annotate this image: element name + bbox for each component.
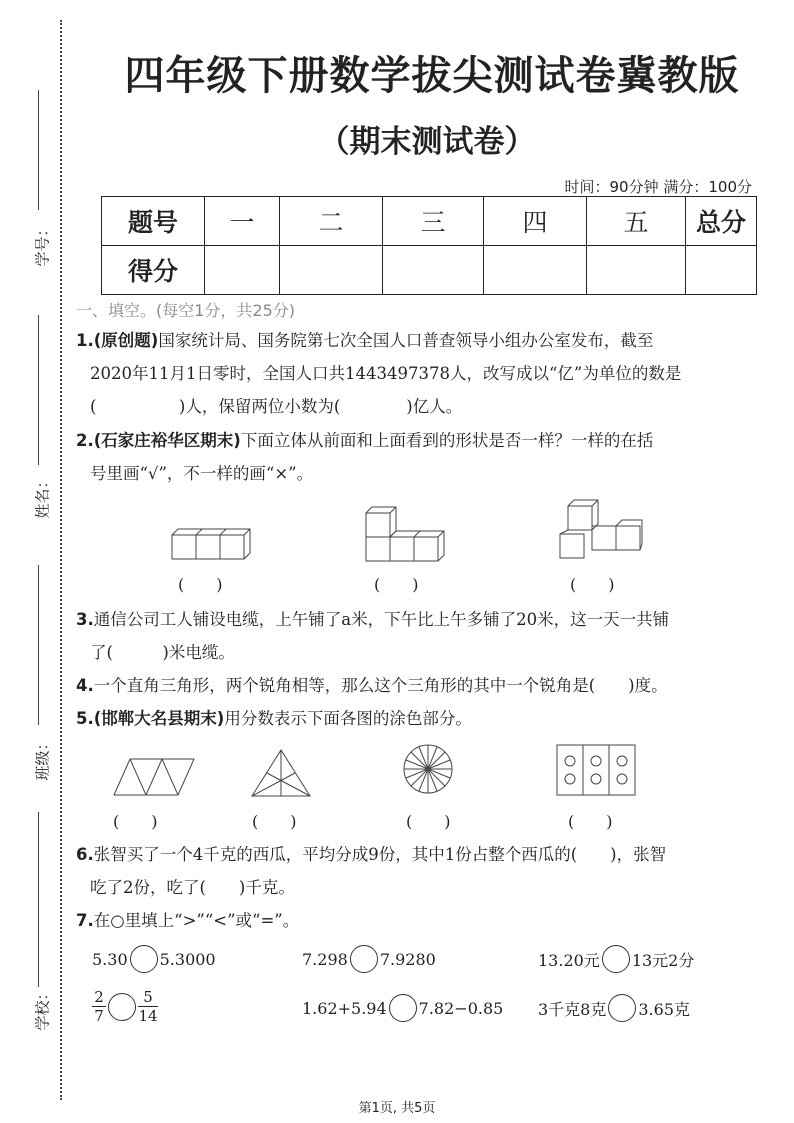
score-cell[interactable] bbox=[686, 246, 757, 295]
compare-item bbox=[92, 988, 158, 1025]
score-cell[interactable] bbox=[484, 246, 587, 295]
question-number: 3. bbox=[76, 610, 94, 629]
score-cell[interactable] bbox=[383, 246, 484, 295]
score-header-cell: 四 bbox=[484, 197, 587, 246]
cube-figure-l-shape bbox=[364, 505, 444, 565]
question-number: 6. bbox=[76, 845, 94, 864]
score-cell[interactable] bbox=[280, 246, 383, 295]
question-3 bbox=[76, 603, 744, 669]
time-info: 时间：90分钟 满分：100分 bbox=[564, 178, 752, 196]
answer-paren[interactable]: ( ) bbox=[406, 812, 451, 831]
compare-item bbox=[92, 945, 216, 973]
question-text: 一个直角三角形，两个锐角相等，那么这个三角形的其中一个锐角是( )度。 bbox=[93, 676, 668, 695]
score-row-label: 得分 bbox=[102, 246, 205, 295]
name-rule bbox=[38, 315, 39, 465]
score-cell[interactable] bbox=[587, 246, 686, 295]
answer-paren[interactable]: ( ) bbox=[252, 812, 297, 831]
compare-item bbox=[302, 945, 436, 973]
compare-right: 7.82−0.85 bbox=[418, 998, 504, 1018]
score-header-cell: 题号 bbox=[102, 197, 205, 246]
triangle-divided-figure bbox=[250, 748, 312, 798]
answer-paren[interactable]: ( ) bbox=[570, 575, 615, 594]
compare-circle[interactable] bbox=[389, 994, 417, 1022]
question-number: 4. bbox=[76, 676, 94, 695]
score-header-cell: 一 bbox=[205, 197, 280, 246]
circle-sectors-figure bbox=[402, 743, 454, 795]
compare-right: 13元2分 bbox=[631, 950, 695, 970]
binding-dotted-line bbox=[60, 20, 62, 1100]
compare-circle[interactable] bbox=[108, 993, 136, 1021]
question-text: 吃了2份，吃了( )千克。 bbox=[90, 878, 295, 897]
compare-left: 5.30 bbox=[92, 949, 128, 969]
question-text: 通信公司工人铺设电缆，上午铺了a米，下午比上午多铺了20米，这一天一共铺 bbox=[93, 610, 670, 629]
question-number: 7. bbox=[76, 911, 94, 930]
denominator: 7 bbox=[94, 1007, 104, 1025]
question-7 bbox=[76, 904, 744, 937]
answer-paren[interactable]: ( ) bbox=[374, 575, 419, 594]
compare-left: 7.298 bbox=[302, 949, 348, 969]
score-table-score-row bbox=[102, 246, 757, 295]
denominator: 14 bbox=[138, 1007, 158, 1025]
answer-paren[interactable]: ( ) bbox=[113, 812, 158, 831]
answer-paren[interactable]: ( ) bbox=[178, 575, 223, 594]
question-number: 5. bbox=[76, 709, 94, 728]
question-source: (石家庄裕华区期末) bbox=[93, 431, 241, 450]
compare-right: 3.65克 bbox=[638, 999, 691, 1019]
question-text: 在○里填上“>”“<”或“=”。 bbox=[93, 911, 300, 930]
question-1 bbox=[76, 324, 744, 423]
question-source: (邯郸大名县期末) bbox=[93, 709, 225, 728]
section-title: 一、填空。(每空1分，共25分) bbox=[76, 301, 296, 320]
score-table-header-row bbox=[102, 197, 757, 246]
numerator: 5 bbox=[143, 988, 153, 1006]
parallelogram-triangles-figure bbox=[112, 757, 196, 797]
question-text: ( )人，保留两位小数为( )亿人。 bbox=[90, 397, 463, 416]
student-id-label: 学号： bbox=[33, 221, 52, 267]
cube-figure-step-shape bbox=[558, 500, 642, 560]
fraction bbox=[138, 988, 158, 1025]
question-text: 下面立体从前面和上面看到的形状是否一样？一样的在括 bbox=[240, 431, 654, 450]
compare-circle[interactable] bbox=[350, 945, 378, 973]
question-4 bbox=[76, 669, 744, 702]
question-5 bbox=[76, 702, 744, 735]
question-6 bbox=[76, 838, 744, 904]
question-number: 1. bbox=[76, 331, 94, 350]
compare-left: 3千克8克 bbox=[538, 999, 607, 1019]
school-label: 学校： bbox=[33, 985, 52, 1031]
page-subtitle: （期末测试卷） bbox=[318, 124, 536, 160]
answer-paren[interactable]: ( ) bbox=[568, 812, 613, 831]
question-text: 国家统计局、国务院第七次全国人口普查领导小组办公室发布，截至 bbox=[158, 331, 654, 350]
page-title: 四年级下册数学拔尖测试卷冀教版 bbox=[124, 53, 740, 99]
name-label: 姓名： bbox=[33, 473, 52, 519]
compare-circle[interactable] bbox=[130, 945, 158, 973]
page-footer: 第1页, 共5页 bbox=[358, 1101, 436, 1116]
class-rule bbox=[38, 565, 39, 725]
compare-left: 13.20元 bbox=[538, 950, 600, 970]
question-text: 用分数表示下面各图的涂色部分。 bbox=[224, 709, 472, 728]
fraction bbox=[92, 988, 106, 1025]
class-label: 班级： bbox=[33, 735, 52, 781]
question-text: 2020年11月1日零时，全国人口共1443497378人，改写成以“亿”为单位的数是 bbox=[90, 364, 682, 383]
circles-in-box-figure bbox=[556, 744, 636, 796]
compare-left: 1.62+5.94 bbox=[302, 998, 387, 1018]
score-header-cell: 三 bbox=[383, 197, 484, 246]
question-source: (原创题) bbox=[93, 331, 159, 350]
score-table bbox=[101, 196, 757, 295]
numerator: 2 bbox=[94, 988, 104, 1006]
question-text: 了( )米电缆。 bbox=[90, 643, 235, 662]
score-header-cell: 总分 bbox=[686, 197, 757, 246]
question-text: 张智买了一个4千克的西瓜，平均分成9份，其中1份占整个西瓜的( )，张智 bbox=[93, 845, 667, 864]
compare-item bbox=[538, 994, 690, 1022]
school-rule bbox=[38, 812, 39, 987]
compare-circle[interactable] bbox=[608, 994, 636, 1022]
compare-right: 5.3000 bbox=[159, 949, 216, 969]
question-2 bbox=[76, 424, 744, 490]
cube-figure-row-of-three bbox=[170, 527, 250, 561]
compare-item bbox=[538, 945, 694, 973]
compare-right: 7.9280 bbox=[379, 949, 436, 969]
compare-circle[interactable] bbox=[602, 945, 630, 973]
compare-item bbox=[302, 994, 503, 1022]
score-cell[interactable] bbox=[205, 246, 280, 295]
question-text: 号里画“√”，不一样的画“×”。 bbox=[90, 464, 314, 483]
score-header-cell: 五 bbox=[587, 197, 686, 246]
score-header-cell: 二 bbox=[280, 197, 383, 246]
student-id-rule bbox=[38, 90, 39, 210]
question-number: 2. bbox=[76, 431, 94, 450]
